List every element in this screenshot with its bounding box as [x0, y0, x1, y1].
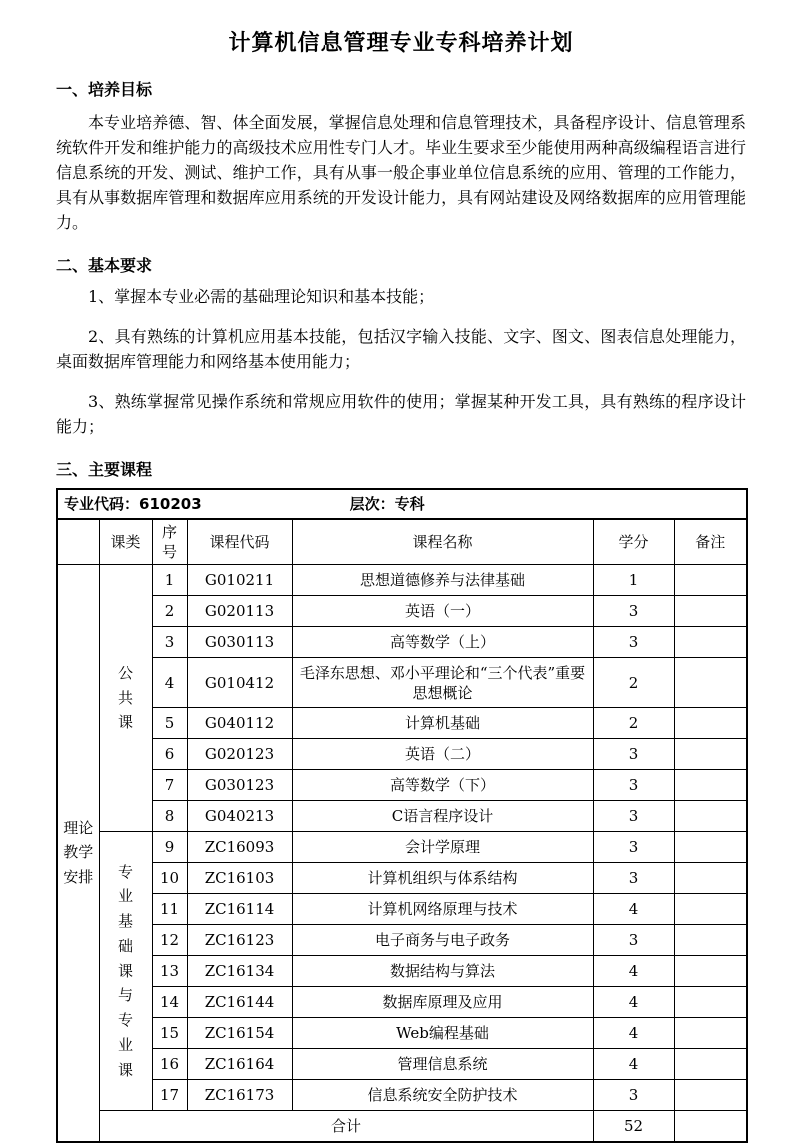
course-row-7 — [57, 770, 747, 801]
code-cell: ZC16123 — [187, 925, 292, 956]
course-row-15 — [57, 1018, 747, 1049]
name-cell: 会计学原理 — [292, 832, 593, 863]
code-cell: G030123 — [187, 770, 292, 801]
code-cell: G040213 — [187, 801, 292, 832]
group-cell-public — [99, 565, 152, 832]
total-remark-cell — [674, 1111, 747, 1142]
seq-cell: 12 — [152, 925, 187, 956]
credit-cell: 3 — [593, 925, 674, 956]
total-label-cell: 合计 — [99, 1111, 593, 1142]
remark-cell — [674, 1080, 747, 1111]
table-meta-row — [57, 489, 747, 519]
remark-cell — [674, 658, 747, 708]
remark-cell — [674, 832, 747, 863]
remark-cell — [674, 801, 747, 832]
remark-cell — [674, 987, 747, 1018]
requirement-item-1: 1、掌握本专业必需的基础理论知识和基本技能； — [88, 287, 435, 306]
code-cell: ZC16134 — [187, 956, 292, 987]
course-row-16 — [57, 1049, 747, 1080]
remark-cell — [674, 925, 747, 956]
objectives-paragraph: 本专业培养德、智、体全面发展，掌握信息处理和信息管理技术，具备程序设计、信息管理系统软件开发和维护能力的高级技术应用性专门人才。毕业生要求至少能使用两种高级编程语言进行信息系统的开发、测试、维护工作，具有从事一般企事业单位信息系统的应用、管理的工作能力，具有从事数据库管理和数据库应用系统的开发设计能力，具有网站建设及网络数据库的应用管理能力。 — [56, 113, 746, 232]
credit-cell: 2 — [593, 708, 674, 739]
col-header-course-type: 课类 — [99, 519, 152, 565]
seq-cell: 8 — [152, 801, 187, 832]
code-cell: ZC16103 — [187, 863, 292, 894]
seq-cell: 5 — [152, 708, 187, 739]
course-row-14 — [57, 987, 747, 1018]
code-cell: ZC16164 — [187, 1049, 292, 1080]
course-table — [56, 488, 748, 1143]
total-row — [57, 1111, 747, 1142]
course-row-9 — [57, 832, 747, 863]
credit-cell: 1 — [593, 565, 674, 596]
name-cell: 数据结构与算法 — [292, 956, 593, 987]
credit-cell: 3 — [593, 596, 674, 627]
remark-cell — [674, 596, 747, 627]
credit-cell: 3 — [593, 832, 674, 863]
seq-cell: 14 — [152, 987, 187, 1018]
table-header-row — [57, 519, 747, 565]
level-value: 专科 — [394, 495, 425, 513]
level-label: 层次： — [349, 495, 395, 513]
course-row-3 — [57, 627, 747, 658]
seq-cell: 16 — [152, 1049, 187, 1080]
course-row-1 — [57, 565, 747, 596]
credit-cell: 3 — [593, 770, 674, 801]
group-label-public: 公共课 — [117, 663, 133, 732]
name-cell: 信息系统安全防护技术 — [292, 1080, 593, 1111]
major-code-value: 610203 — [139, 495, 202, 513]
seq-cell: 1 — [152, 565, 187, 596]
credit-cell: 3 — [593, 801, 674, 832]
document-title: 计算机信息管理专业专科培养计划 — [228, 31, 574, 56]
seq-cell: 6 — [152, 739, 187, 770]
seq-cell: 11 — [152, 894, 187, 925]
col-header-credits: 学分 — [593, 519, 674, 565]
code-cell: G010211 — [187, 565, 292, 596]
seq-cell: 3 — [152, 627, 187, 658]
meta-cell — [57, 489, 747, 519]
code-cell: G020123 — [187, 739, 292, 770]
name-cell: 高等数学（上） — [292, 627, 593, 658]
name-cell: 数据库原理及应用 — [292, 987, 593, 1018]
name-cell: 高等数学（下） — [292, 770, 593, 801]
stage-label: 理论教学安排 — [63, 818, 94, 887]
name-cell: 英语（二） — [292, 739, 593, 770]
name-cell: 电子商务与电子政务 — [292, 925, 593, 956]
name-cell: 英语（一） — [292, 596, 593, 627]
remark-cell — [674, 1018, 747, 1049]
name-cell: 管理信息系统 — [292, 1049, 593, 1080]
code-cell: G020113 — [187, 596, 292, 627]
col-header-seq: 序号 — [152, 519, 187, 565]
remark-cell — [674, 739, 747, 770]
section-heading-courses: 三、主要课程 — [56, 460, 153, 479]
credit-cell: 4 — [593, 894, 674, 925]
remark-cell — [674, 770, 747, 801]
seq-cell: 17 — [152, 1080, 187, 1111]
course-row-10 — [57, 863, 747, 894]
credit-cell: 4 — [593, 1018, 674, 1049]
seq-cell: 7 — [152, 770, 187, 801]
name-cell: 思想道德修养与法律基础 — [292, 565, 593, 596]
remark-cell — [674, 708, 747, 739]
course-row-4 — [57, 658, 747, 708]
major-code-label: 专业代码： — [64, 495, 140, 513]
remark-cell — [674, 565, 747, 596]
requirement-item-2: 2、具有熟练的计算机应用基本技能，包括汉字输入技能、文字、图文、图表信息处理能力，桌面数据库管理能力和网络基本使用能力； — [56, 327, 746, 371]
credit-cell: 2 — [593, 658, 674, 708]
name-cell: 计算机组织与体系结构 — [292, 863, 593, 894]
section-heading-requirements: 二、基本要求 — [56, 256, 153, 275]
requirement-item-3: 3、熟练掌握常见操作系统和常规应用软件的使用；掌握某种开发工具，具有熟练的程序设计能力； — [56, 392, 746, 436]
credit-cell: 4 — [593, 987, 674, 1018]
col-header-course-code: 课程代码 — [187, 519, 292, 565]
code-cell: ZC16114 — [187, 894, 292, 925]
code-cell: ZC16093 — [187, 832, 292, 863]
name-cell: 计算机基础 — [292, 708, 593, 739]
name-cell: 毛泽东思想、邓小平理论和“三个代表”重要思想概论 — [292, 658, 593, 708]
remark-cell — [674, 956, 747, 987]
code-cell: G040112 — [187, 708, 292, 739]
seq-cell: 4 — [152, 658, 187, 708]
course-row-17 — [57, 1080, 747, 1111]
credit-cell: 3 — [593, 1080, 674, 1111]
code-cell: G030113 — [187, 627, 292, 658]
remark-cell — [674, 1049, 747, 1080]
seq-cell: 15 — [152, 1018, 187, 1049]
total-credit-cell: 52 — [593, 1111, 674, 1142]
code-cell: ZC16154 — [187, 1018, 292, 1049]
seq-cell: 13 — [152, 956, 187, 987]
course-row-5 — [57, 708, 747, 739]
course-row-6 — [57, 739, 747, 770]
seq-cell: 2 — [152, 596, 187, 627]
course-row-11 — [57, 894, 747, 925]
col-header-remark: 备注 — [674, 519, 747, 565]
seq-cell: 9 — [152, 832, 187, 863]
course-row-12 — [57, 925, 747, 956]
remark-cell — [674, 627, 747, 658]
group-cell-major — [99, 832, 152, 1111]
group-label-major: 专业基础课与专业课 — [117, 862, 133, 1079]
name-cell: C语言程序设计 — [292, 801, 593, 832]
code-cell: ZC16144 — [187, 987, 292, 1018]
remark-cell — [674, 863, 747, 894]
credit-cell: 3 — [593, 739, 674, 770]
name-cell: 计算机网络原理与技术 — [292, 894, 593, 925]
code-cell: ZC16173 — [187, 1080, 292, 1111]
course-row-8 — [57, 801, 747, 832]
stage-cell — [57, 565, 99, 1142]
course-row-13 — [57, 956, 747, 987]
remark-cell — [674, 894, 747, 925]
code-cell: G010412 — [187, 658, 292, 708]
credit-cell: 3 — [593, 627, 674, 658]
col-header-course-name: 课程名称 — [292, 519, 593, 565]
course-row-2 — [57, 596, 747, 627]
corner-cell — [57, 519, 99, 565]
seq-cell: 10 — [152, 863, 187, 894]
credit-cell: 4 — [593, 956, 674, 987]
credit-cell: 4 — [593, 1049, 674, 1080]
name-cell: Web编程基础 — [292, 1018, 593, 1049]
credit-cell: 3 — [593, 863, 674, 894]
section-heading-objectives: 一、培养目标 — [56, 80, 153, 99]
